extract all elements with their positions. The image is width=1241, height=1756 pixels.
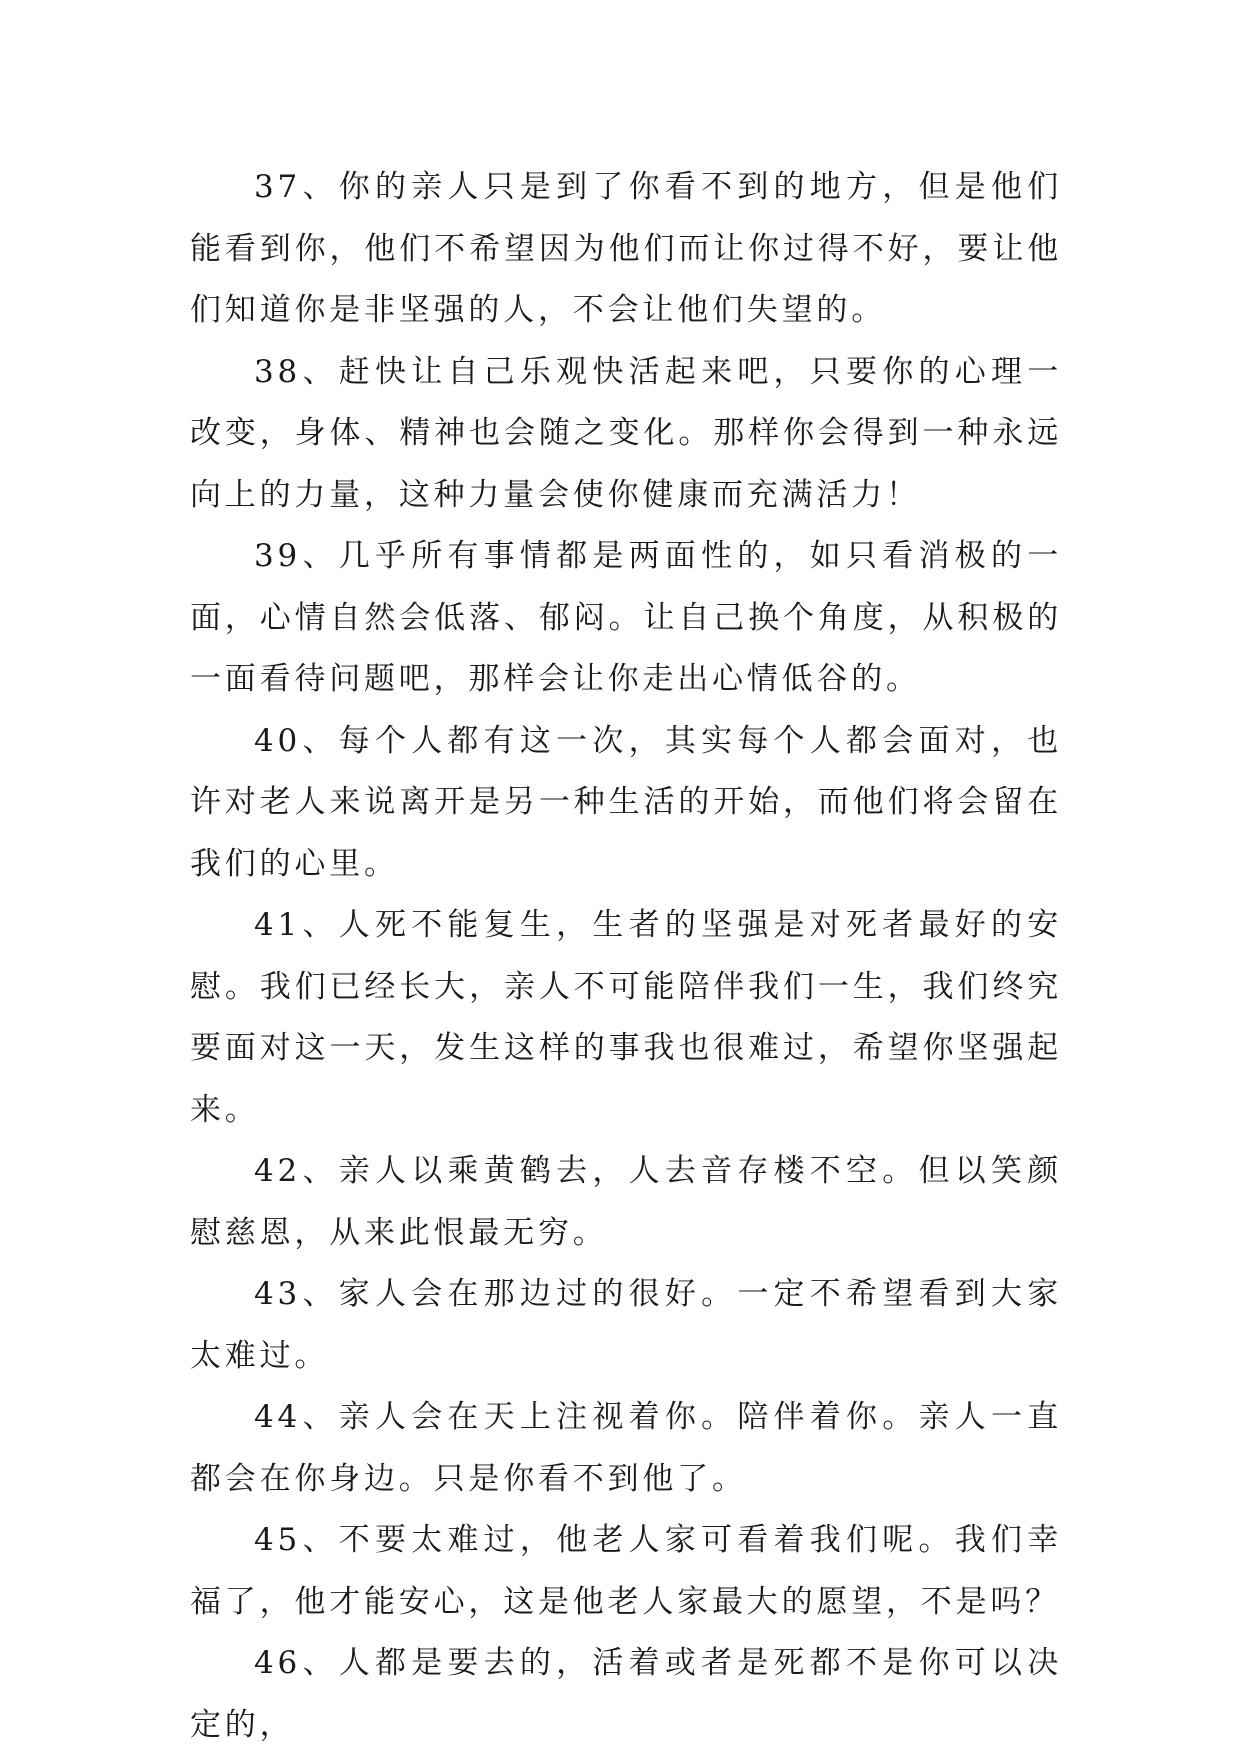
paragraph-42: 42、亲人以乘黄鹤去，人去音存楼不空。但以笑颜慰慈恩，从来此恨最无穷。	[190, 1153, 1062, 1251]
paragraph-44: 44、亲人会在天上注视着你。陪伴着你。亲人一直都会在你身边。只是你看不到他了。	[190, 1399, 1062, 1497]
paragraph-37: 37、你的亲人只是到了你看不到的地方，但是他们能看到你，他们不希望因为他们而让你过得不好，要让他们知道你是非坚强的人，不会让他们失望的。	[190, 169, 1062, 328]
paragraph-41: 41、人死不能复生，生者的坚强是对死者最好的安慰。我们已经长大，亲人不可能陪伴我们一生，我们终究要面对这一天，发生这样的事我也很难过，希望你坚强起来。	[190, 907, 1062, 1128]
document-body	[190, 157, 1062, 1756]
paragraph-39: 39、几乎所有事情都是两面性的，如只看消极的一面，心情自然会低落、郁闷。让自己换个角度，从积极的一面看待问题吧，那样会让你走出心情低谷的。	[190, 538, 1062, 697]
paragraph-46: 46、人都是要去的，活着或者是死都不是你可以决定的，	[190, 1645, 1062, 1743]
paragraph-43: 43、家人会在那边过的很好。一定不希望看到大家太难过。	[190, 1276, 1062, 1374]
paragraph-45: 45、不要太难过，他老人家可看着我们呢。我们幸福了，他才能安心，这是他老人家最大的愿望，不是吗？	[190, 1522, 1062, 1620]
paragraph-38: 38、赶快让自己乐观快活起来吧，只要你的心理一改变，身体、精神也会随之变化。那样你会得到一种永远向上的力量，这种力量会使你健康而充满活力！	[190, 353, 1062, 513]
paragraph-40: 40、每个人都有这一次，其实每个人都会面对，也许对老人来说离开是另一种生活的开始，而他们将会留在我们的心里。	[190, 722, 1062, 882]
